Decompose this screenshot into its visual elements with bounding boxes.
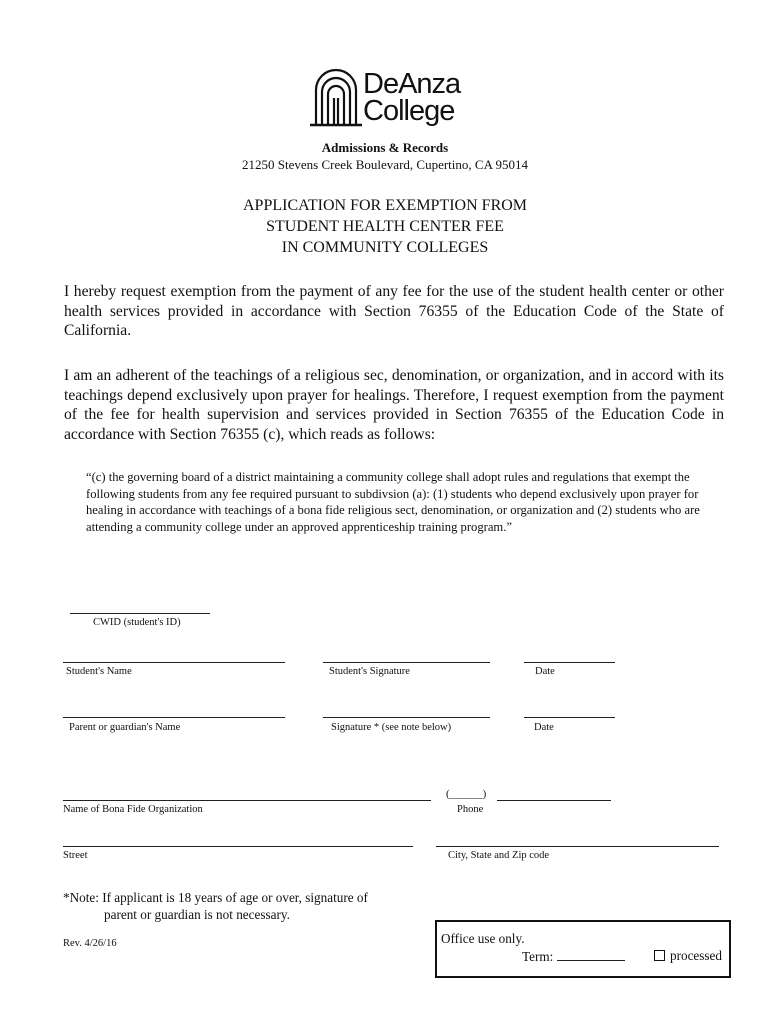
city-state-zip-field[interactable] xyxy=(436,846,719,847)
parent-name-label: Parent or guardian's Name xyxy=(69,722,181,733)
parent-date-field[interactable] xyxy=(524,717,615,718)
street-label: Street xyxy=(63,850,88,861)
logo-text-college: College xyxy=(363,95,455,127)
cwid-field[interactable] xyxy=(70,613,210,614)
office-use-title: Office use only. xyxy=(441,931,525,946)
processed-row xyxy=(654,948,722,964)
note-line-1: *Note: If applicant is 18 years of age or over, signature of xyxy=(63,890,368,905)
education-code-quote: “(c) the governing board of a district maintaining a community college shall adopt rules and regulations that exempt the following students from any fee required pursuant to subdivsion (a): (1) students who depend exclusively upon prayer for healing in accordance with teachings of a bona fide religious sect, denomination, or organization and (2) students who are attending a community college under an approved apprenticeship training program.” xyxy=(86,470,700,534)
term-field[interactable] xyxy=(557,948,625,961)
student-date-field[interactable] xyxy=(524,662,615,663)
cwid-label: CWID (student's ID) xyxy=(93,617,181,628)
processed-checkbox[interactable] xyxy=(654,950,665,961)
processed-label: processed xyxy=(670,948,722,963)
city-state-zip-label: City, State and Zip code xyxy=(448,850,550,861)
phone-label: Phone xyxy=(457,804,484,815)
form-title-line-1: APPLICATION FOR EXEMPTION FROM xyxy=(242,197,528,214)
student-date-label: Date xyxy=(535,666,555,677)
parent-date-label: Date xyxy=(534,722,554,733)
college-logo xyxy=(310,68,490,130)
logo-text-deanza: DeAnza xyxy=(363,68,461,100)
office-address: 21250 Stevens Creek Boulevard, Cupertino, CA 95014 xyxy=(242,157,528,172)
revision-date: Rev. 4/26/16 xyxy=(63,938,117,949)
religious-paragraph: I am an adherent of the teachings of a religious sec, denomination, or organization, and in accord with its teachings depend exclusively upon prayer for healings. Therefore, I request exemption from the payment of the fee for health supervision and services provided in Section 76355 of the Education Code in accordance with Section 76355 (c), which reads as follows: xyxy=(64,367,724,443)
student-name-label: Student's Name xyxy=(66,666,132,677)
student-name-field[interactable] xyxy=(63,662,285,663)
student-signature-label: Student's Signature xyxy=(329,666,410,677)
arch-icon xyxy=(310,68,362,128)
term-label: Term: xyxy=(522,949,554,964)
parent-signature-label: Signature * (see note below) xyxy=(331,722,452,733)
street-field[interactable] xyxy=(63,846,413,847)
phone-area-code: (______) xyxy=(446,788,487,800)
phone-field[interactable] xyxy=(497,800,611,801)
parent-signature-field[interactable] xyxy=(323,717,490,718)
student-signature-field[interactable] xyxy=(323,662,490,663)
office-use-box xyxy=(435,920,731,978)
organization-label: Name of Bona Fide Organization xyxy=(63,804,203,815)
note xyxy=(63,889,368,923)
office-name: Admissions & Records xyxy=(321,140,449,155)
parent-name-field[interactable] xyxy=(63,717,285,718)
form-title-line-2: STUDENT HEALTH CENTER FEE xyxy=(266,218,504,235)
term-row xyxy=(522,948,625,965)
note-line-2: parent or guardian is not necessary. xyxy=(104,907,290,922)
request-paragraph: I hereby request exemption from the payment of any fee for the use of the student health center or other health services provided in accordance with Section 76355 of the Education Code of the State of California. xyxy=(64,283,724,340)
form-title-line-3: IN COMMUNITY COLLEGES xyxy=(281,239,489,256)
organization-field[interactable] xyxy=(63,800,431,801)
